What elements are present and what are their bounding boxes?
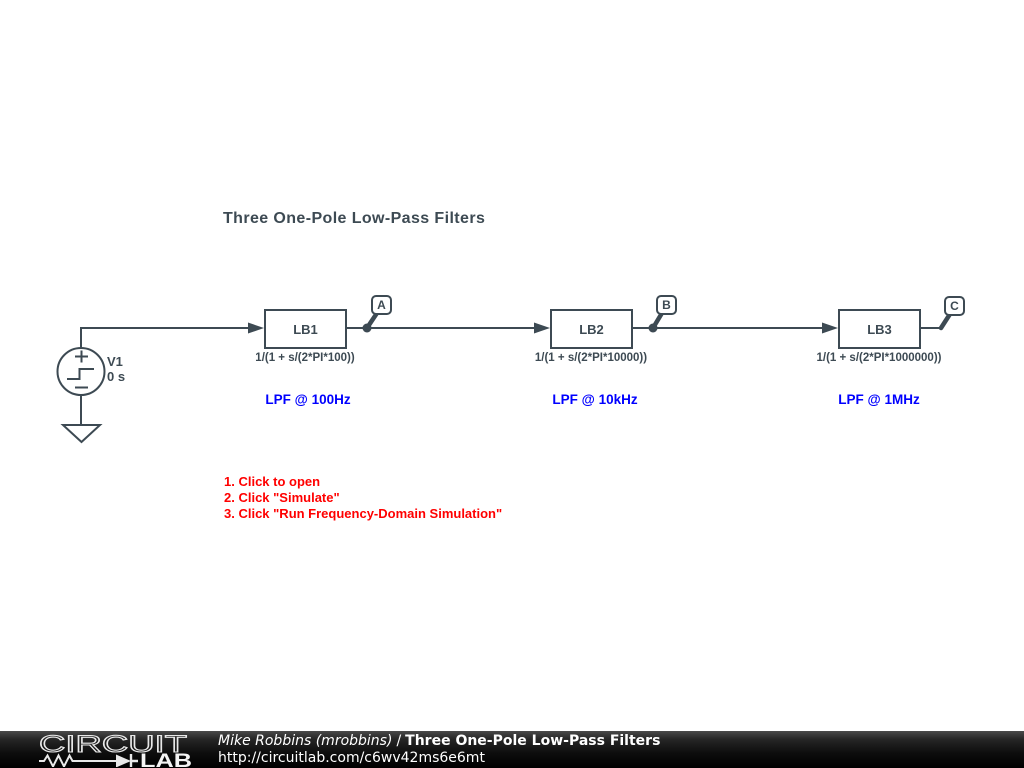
wire-source-to-lb1 — [81, 328, 250, 349]
transfer-function-lb3: 1/(1 + s/(2*PI*1000000)) — [816, 352, 942, 364]
node-flag-a[interactable]: A — [371, 295, 392, 315]
annotation-lpf-10khz: LPF @ 10kHz — [552, 392, 638, 407]
filter-block-lb1-label: LB1 — [293, 321, 318, 337]
source-value-label: 0 s — [107, 369, 126, 384]
circuitlab-footer-bar — [0, 731, 1024, 768]
arrowhead-into-lb3 — [822, 323, 838, 334]
instructions-note — [224, 474, 502, 522]
footer-separator: / — [396, 733, 402, 749]
node-flag-c[interactable]: C — [944, 296, 965, 316]
instruction-line-3: 3. Click "Run Frequency-Domain Simulation" — [224, 506, 503, 521]
footer-line-1 — [218, 733, 660, 750]
annotation-lpf-100hz: LPF @ 100Hz — [265, 392, 351, 407]
flag-stem-c — [941, 314, 950, 328]
instruction-line-2: 2. Click "Simulate" — [224, 490, 340, 505]
filter-block-lb1[interactable] — [264, 309, 347, 349]
logo-circuit-text: CIRCUIT — [39, 733, 188, 758]
arrowhead-into-lb2 — [534, 323, 550, 334]
filter-block-lb3-label: LB3 — [867, 321, 892, 337]
footer-text — [218, 733, 660, 767]
footer-author[interactable]: Mike Robbins (mrobbins) — [218, 733, 393, 749]
schematic-title: Three One-Pole Low-Pass Filters — [223, 210, 486, 227]
transfer-function-lb1: 1/(1 + s/(2*PI*100)) — [255, 352, 355, 364]
filter-block-lb2[interactable] — [550, 309, 633, 349]
logo-lab-text: LAB — [140, 751, 192, 767]
flag-stem-a — [367, 313, 377, 328]
filter-block-lb2-label: LB2 — [579, 321, 604, 337]
instruction-line-1: 1. Click to open — [224, 474, 321, 489]
footer-url[interactable]: http://circuitlab.com/c6wv42ms6e6mt — [218, 750, 485, 766]
circuitlab-logo — [38, 733, 203, 767]
ground-symbol[interactable] — [63, 425, 100, 442]
flag-stem-b — [653, 313, 662, 328]
arrowhead-into-lb1 — [248, 323, 264, 334]
node-flag-b[interactable]: B — [656, 295, 677, 315]
voltage-source-v1[interactable] — [58, 348, 105, 395]
footer-circuit-title[interactable]: Three One-Pole Low-Pass Filters — [405, 733, 661, 749]
source-ref-label: V1 — [107, 354, 123, 369]
annotation-lpf-1mhz: LPF @ 1MHz — [838, 392, 920, 407]
transfer-function-lb2: 1/(1 + s/(2*PI*10000)) — [534, 352, 648, 364]
filter-block-lb3[interactable] — [838, 309, 921, 349]
